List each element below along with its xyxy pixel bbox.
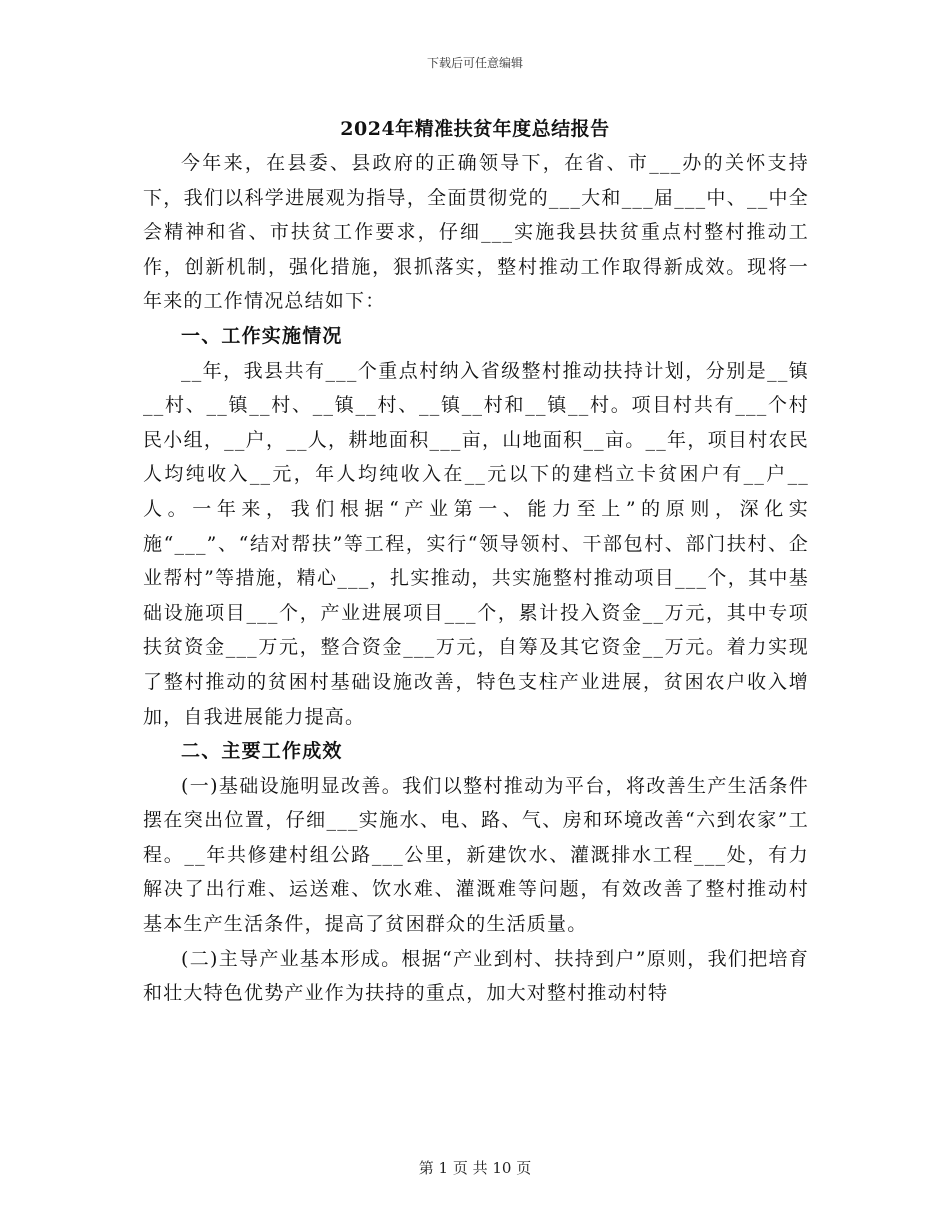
paragraph-infrastructure: (一)基础设施明显改善。我们以整村推动为平台，将改善生产生活条件摆在突出位置，仔细___实施水、电、路、气、房和环境改善“六到农家”工程。__年共修建村组公路___公里，新建饮水、灌溉排水工程___处，有力解决了出行难、运送难、饮水难、灌溉难等问题，有效改善了整村推动村基本生产生活条件，提高了贫困群众的生活质量。 (143, 774, 809, 936)
page-footer: 第 1 页 共 10 页 (418, 1159, 532, 1177)
document-body (143, 146, 809, 1011)
section-heading-2: 二、主要工作成效 (181, 740, 343, 763)
document-title: 2024年精准扶贫年度总结报告 (340, 118, 610, 140)
section-heading-1: 一、工作实施情况 (181, 324, 343, 347)
paragraph-intro: 今年来，在县委、县政府的正确领导下，在省、市___办的关怀支持下，我们以科学进展观为指导，全面贯彻党的___大和___届___中、__中全会精神和省、市扶贫工作要求，仔细___实施我县扶贫重点村整村推动工作，创新机制，强化措施，狠抓落实，整村推动工作取得新成效。现将一年来的工作情况总结如下： (143, 152, 809, 313)
header-note: 下载后可任意编辑 (426, 56, 523, 70)
paragraph-section-1: __年，我县共有___个重点村纳入省级整村推动扶持计划，分别是__镇__村、__镇__村、__镇__村、__镇__村和__镇__村。项目村共有___个村民小组，__户，__人，耕地面积___亩，山地面积__亩。__年，项目村农民人均纯收入__元，年人均纯收入在__元以下的建档立卡贫困户有__户__人。一年来，我们根据“产业第一、能力至上”的原则，深化实施“___”、“结对帮扶”等工程，实行“领导领村、干部包村、部门扶村、企业帮村”等措施，精心___，扎实推动，共实施整村推动项目___个，其中基础设施项目___个，产业进展项目___个，累计投入资金__万元，其中专项扶贫资金___万元，整合资金___万元，自筹及其它资金__万元。着力实现了整村推动的贫困村基础设施改善，特色支柱产业进展，贫困农户收入增加，自我进展能力提高。 (143, 359, 809, 728)
paragraph-industry: (二)主导产业基本形成。根据“产业到村、扶持到户”原则，我们把培育和壮大特色优势产业作为扶持的重点，加大对整村推动村特 (143, 947, 809, 1005)
